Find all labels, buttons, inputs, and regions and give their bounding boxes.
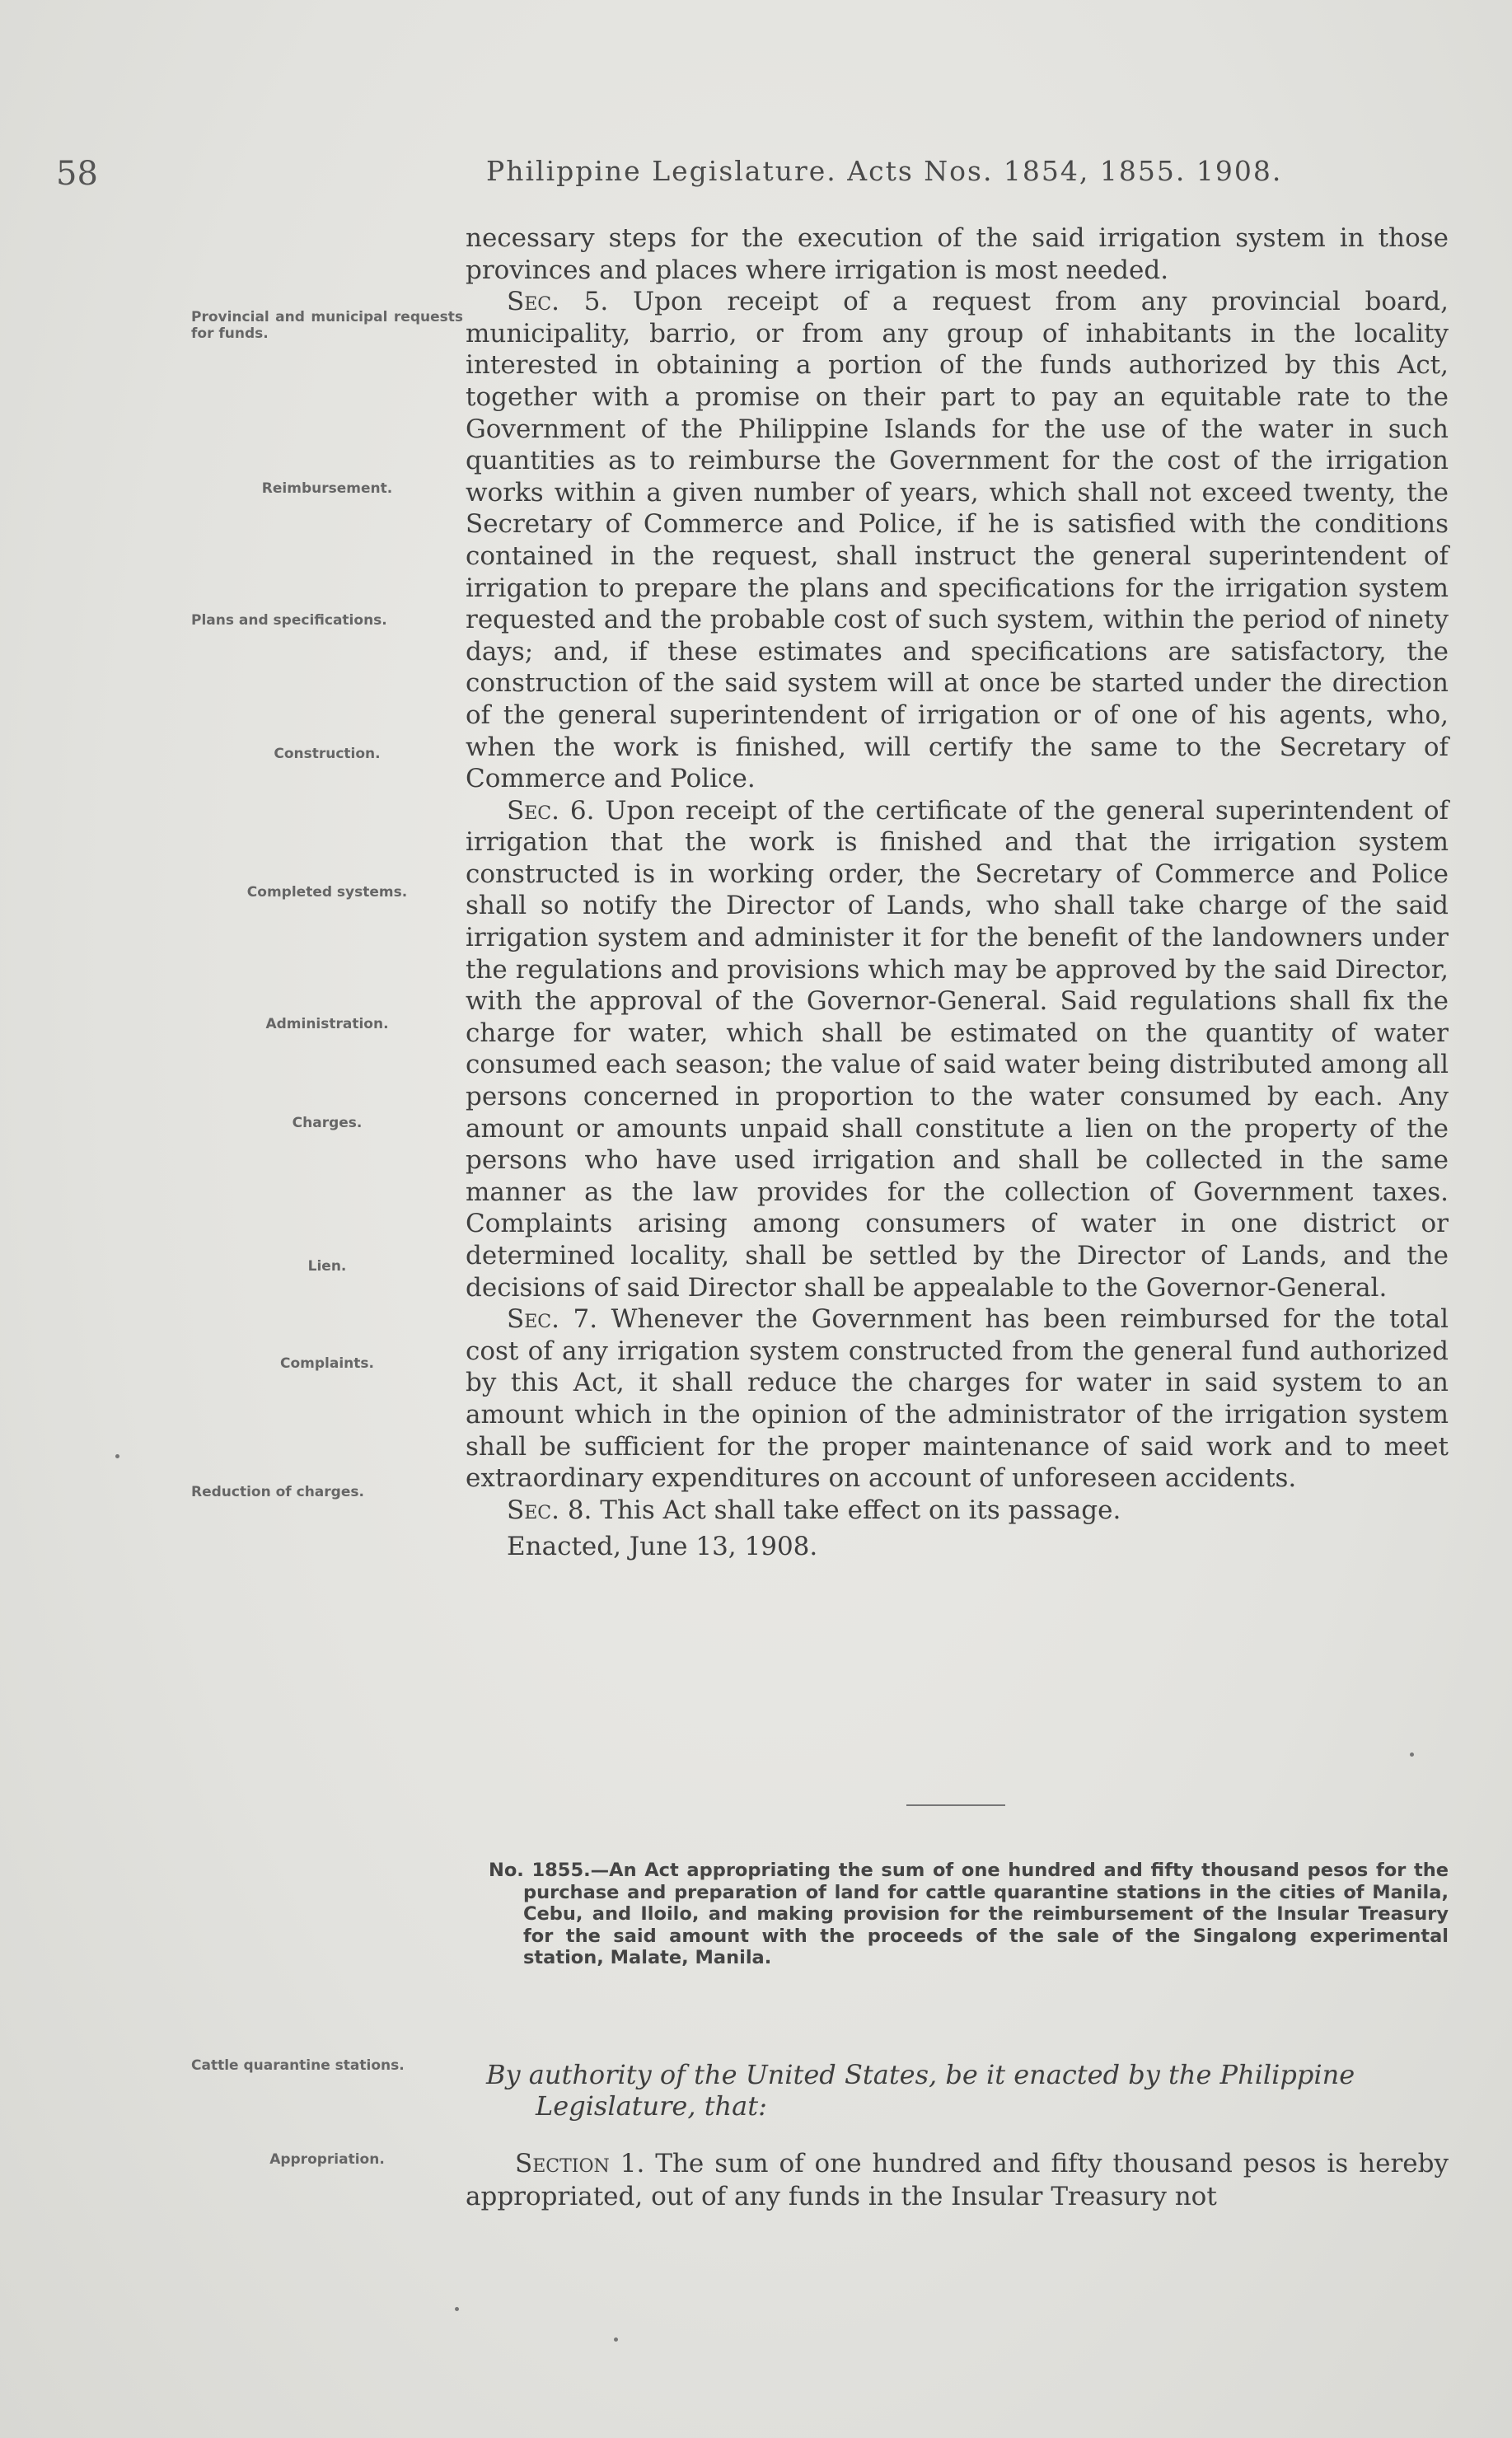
paper-speck: [1410, 1752, 1414, 1757]
page-number: 58: [56, 155, 98, 193]
margin-note-lien: Lien.: [307, 1258, 347, 1275]
body-text: [466, 222, 1449, 1563]
section-7-label: Sec. 7.: [507, 1304, 598, 1335]
section-5: [466, 286, 1449, 795]
section-8: [466, 1495, 1449, 1527]
section-1-text: The sum of one hundred and fifty thousand pesos is hereby appropriated, out of any funds in the Insular Treasury not: [466, 2149, 1449, 2211]
enacting-clause: By authority of the United States, be it enacted by the Philippine Legislature, that:: [486, 2059, 1355, 2122]
margin-note-administration: Administration.: [265, 1016, 389, 1032]
paper-speck: [455, 2307, 459, 2311]
section-8-text: This Act shall take effect on its passage.: [592, 1495, 1121, 1525]
margin-note-reimbursement: Reimbursement.: [261, 480, 393, 497]
margin-note-completed-systems: Completed systems.: [246, 884, 408, 901]
margin-note-cattle-stations: Cattle quarantine stations.: [191, 2057, 405, 2074]
section-6-text: Upon receipt of the certificate of the general superintendent of irrigation that the work is finished and that the irrigation system constructed is in working order, the Secretary of Commerce and Police shall so notify the Director of Lands, who shall take charge of the said irrigation system and administer it for the benefit of the landowners under the regulations and provisions which may be approved by the said Director, with the approval of the Governor-General. Said regulations shall fix the charge for water, which shall be estimated on the quantity of water consumed each season; the value of said water being distributed among all persons concerned in proportion to the water consumed by each. Any amount or amounts unpaid shall constitute a lien on the property of the persons who have used irrigation and shall be collected in the same manner as the law provides for the collection of Government taxes. Complaints arising among consumers of water in one district or determined locality, shall be settled by the Director of Lands, and the decisions of said Director shall be appealable to the Governor-General.: [466, 795, 1449, 1303]
margin-note-reduction: Reduction of charges.: [191, 1484, 364, 1500]
margin-note-complaints: Complaints.: [280, 1355, 374, 1372]
margin-note-charges: Charges.: [292, 1115, 363, 1131]
section-7: [466, 1303, 1449, 1495]
section-7-text: Whenever the Government has been reimbursed for the total cost of any irrigation system constructed from the general fund authorized by this Act, it shall reduce the charges for water in said system to an amount which in the opinion of the administrator of the irrigation system shall be sufficient for the proper maintenance of said work and to meet extraordinary expenditures on account of unforeseen accidents.: [466, 1304, 1449, 1494]
section-5-text: Upon receipt of a request from any provincial board, municipality, barrio, or from any group of inhabitants in the locality interested in obtaining a portion of the funds authorized by this Act, together with a promise on their part to pay an equitable rate to the Government of the Philippine Islands for the use of the water in such quantities as to reimburse the Government for the cost of the irrigation works within a given number of years, which shall not exceed twenty, the Secretary of Commerce and Police, if he is satisfied with the conditions contained in the request, shall instruct the general superintendent of irrigation to prepare the plans and specifications for the irrigation system requested and the probable cost of such system, within the period of ninety days; and, if these estimates and specifications are satisfactory, the construction of the said system will at once be started under the direction of the general superintendent of irrigation or of one of his agents, who, when the work is finished, will certify the same to the Secretary of Commerce and Police.: [466, 287, 1449, 794]
act-1855-title: [489, 1860, 1449, 1969]
margin-note-appropriation: Appropriation.: [269, 2151, 385, 2168]
paper-speck: [115, 1454, 119, 1458]
margin-note-construction: Construction.: [274, 746, 381, 762]
running-head: Philippine Legislature. Acts Nos. 1854, 1855. 1908.: [486, 155, 1283, 187]
margin-note-plans: Plans and specifications.: [191, 612, 387, 629]
section-8-label: Sec. 8.: [507, 1495, 592, 1525]
paper-speck: [614, 2337, 618, 2342]
section-6-label: Sec. 6.: [507, 795, 595, 826]
section-divider: [906, 1804, 1005, 1806]
section-6: [466, 795, 1449, 1304]
page-header: [0, 155, 1512, 204]
section-5-label: Sec. 5.: [507, 287, 609, 317]
enacted-date: Enacted, June 13, 1908.: [507, 1532, 818, 1562]
margin-note-provincial-requests: Provincial and municipal requests for funds.: [191, 309, 463, 342]
act-1855-section-1: [466, 2147, 1449, 2213]
section-1-label: Section 1.: [515, 2149, 645, 2178]
continuation-paragraph: necessary steps for the execution of the said irrigation system in those provinces and places where irrigation is most needed.: [466, 223, 1449, 285]
act-1855-title-text: No. 1855.—An Act appropriating the sum of one hundred and fifty thousand pesos for the purchase and preparation of land for cattle quarantine stations in the cities of Manila, Cebu, and Iloilo, and making provision for the reimbursement of the Insular Treasury for the said amount with the proceeds of the sale of the Singalong experimental station, Malate, Manila.: [489, 1860, 1449, 1968]
